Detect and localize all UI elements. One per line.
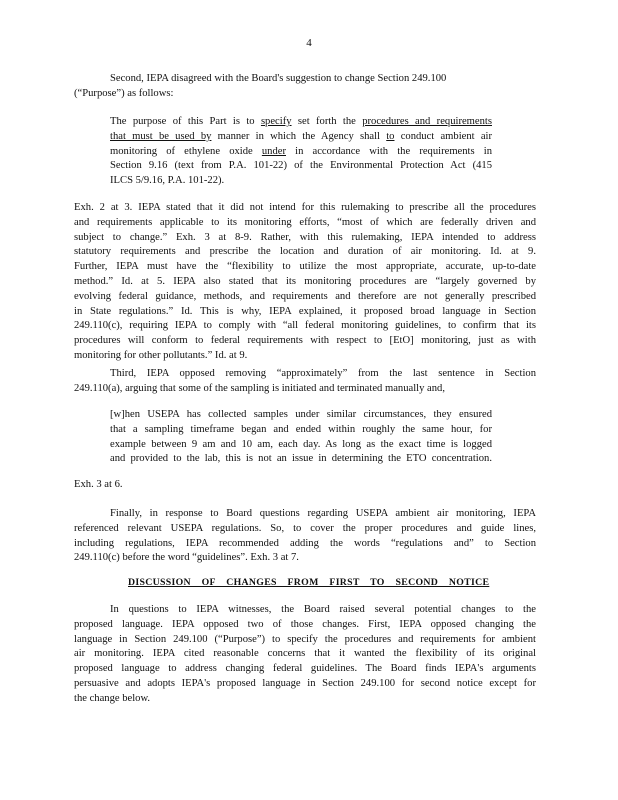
inserted-text: that must be used by	[110, 130, 212, 142]
text-line: proposed language to address changing federal guidelines. The Board finds IEPA's arguments	[74, 663, 536, 675]
inserted-text: to	[386, 130, 395, 142]
inserted-text: specify	[260, 116, 292, 127]
text-line: (“Purpose”) as follows:	[74, 87, 174, 99]
text-line: Further, IEPA must have the “flexibility to utilize the most appropriate, accurate, up-to-date	[74, 261, 536, 273]
text-line: proposed language. IEPA opposed two of those changes. First, IEPA opposed changing the	[74, 618, 536, 630]
inserted-text: procedures and requirements	[362, 116, 492, 127]
text-line: Exh. 3 at 6.	[74, 479, 123, 490]
text-line: air monitoring. IEPA cited reasonable concerns that it wanted the flexibility of its original	[74, 648, 536, 660]
paragraph-exh2	[74, 201, 536, 364]
quote-line: ILCS 5/9.16, P.A. 101-22).	[110, 175, 225, 187]
text-line: Third, IEPA opposed removing “approximately” from the last sentence in Section	[110, 368, 536, 379]
text-line: persuasive and adopts IEPA's proposed language in Section 249.100 for second notice except for	[74, 677, 536, 689]
text-line: and requirements applicable to its monitoring efforts, “most of which are federally driven and	[74, 216, 536, 228]
paragraph-second	[74, 72, 536, 102]
text-line: in State regulations.” Id. This is why, IEPA explained, it proposed broad language in Section	[74, 305, 536, 317]
quote-line: Section 9.16 (text from P.A. 101-22) of the Environmental Protection Act (415	[110, 160, 492, 172]
block-quote-purpose	[110, 115, 492, 189]
text-line: Exh. 2 at 3. IEPA stated that it did not intend for this rulemaking to prescribe all the procedures	[74, 202, 536, 213]
text-line: Second, IEPA disagreed with the Board's suggestion to change Section 249.100	[110, 73, 447, 84]
text-line: 249.110(c), requiring IEPA to comply with “all federal monitoring guidelines, to confirm that its	[74, 320, 536, 332]
text-line: referenced relevant USEPA regulations. So, to cover the proper procedures and guide lines,	[74, 522, 536, 534]
text-line: procedures will conform to federal requirements with respect to [EtO] monitoring, just as with	[74, 335, 536, 347]
quote-line: and provided to the lab, this is not an issue in determining the ETO concentration.	[110, 453, 492, 465]
text-line: In questions to IEPA witnesses, the Board raised several potential changes to the	[110, 604, 536, 615]
text-line: subject to change.” Exh. 3 at 8-9. Rather, with this rulemaking, IEPA intended to address	[74, 231, 536, 243]
paragraph-discussion	[74, 603, 536, 707]
paragraph-exh3-cite	[74, 478, 536, 493]
page-number: 4	[306, 37, 312, 49]
quote-line: [w]hen USEPA has collected samples under similar circumstances, they ensured	[110, 409, 492, 420]
text-line: 249.110(c) before the word “guidelines”. Exh. 3 at 7.	[74, 552, 299, 564]
quote-line: that must be used by manner in which the Agency shall to conduct ambient air	[110, 130, 493, 142]
quote-line: The purpose of this Part is to specify set forth the procedures and requirements	[110, 116, 492, 127]
text-line: method.” Id. at 5. IEPA also stated that its monitoring procedures are “largely governed by	[74, 275, 536, 287]
text-line: monitoring for other pollutants.” Id. at 9.	[74, 349, 248, 361]
quote-line: that a sampling timeframe began and ended within roughly the same hour, for	[110, 423, 492, 435]
quote-line: monitoring of ethylene oxide under in accordance with the requirements in	[110, 145, 492, 157]
text-line: statutory requirements and prescribe the location and duration of air monitoring. Id. at 9.	[74, 246, 536, 258]
text-line: evolving federal guidance, methods, and requirements and therefore are not generally prescribed	[74, 290, 536, 302]
text-line: including regulations, IEPA recommended adding the words “regulations and” to Section	[74, 537, 536, 549]
text-line: the change below.	[74, 692, 151, 704]
section-heading: DISCUSSION OF CHANGES FROM FIRST TO SECOND NOTICE	[128, 577, 490, 588]
block-quote-usepa	[110, 408, 492, 467]
paragraph-third	[74, 367, 536, 397]
deleted-text: set forth the	[291, 116, 363, 127]
paragraph-finally	[74, 507, 536, 566]
text-line: 249.110(a), arguing that some of the sampling is initiated and terminated manually and,	[74, 382, 445, 394]
text-line: language in Section 249.100 (“Purpose”) to specify the procedures and requirements for ambient	[74, 633, 536, 645]
inserted-text: under	[261, 145, 286, 157]
text-line: Finally, in response to Board questions regarding USEPA ambient air monitoring, IEPA	[110, 508, 536, 519]
quote-line: example between 9 am and 10 am, each day. As long as the exact time is logged	[110, 438, 492, 450]
